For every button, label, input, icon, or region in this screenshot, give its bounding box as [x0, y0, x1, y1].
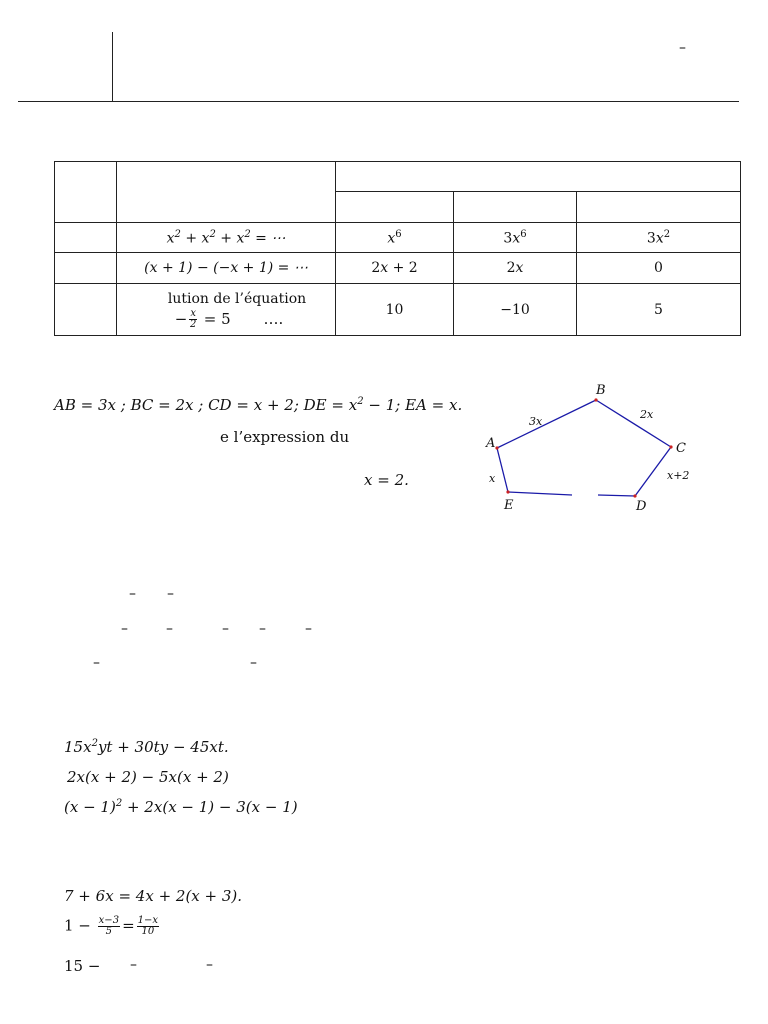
table-row [55, 253, 741, 284]
point-e [506, 490, 509, 493]
row-number [55, 284, 117, 336]
question-expression: $x^2 + x^2 + x^2$ = ⋯ [117, 223, 336, 253]
edge-bc [596, 400, 671, 447]
header-dash: – [679, 40, 686, 56]
question-expression: (x + 1) − (−x + 1) = ⋯ [117, 253, 336, 284]
equation-1: 7 + 6x = 4x + 2(x + 3). [64, 887, 243, 905]
edge-ea [497, 448, 508, 492]
table-header-question [117, 162, 336, 223]
ex3-dash: – [166, 621, 173, 637]
edge-cd [635, 447, 671, 496]
side-lengths-text: AB = 3x ; BC = 2x ; CD = x + 2; DE = $x^2 - 1$; EA = x. [54, 396, 463, 414]
equation-dots: …. [263, 309, 284, 328]
edge-ab [497, 400, 596, 448]
equation-3-dash: – [206, 957, 213, 973]
edge-de-right [598, 495, 635, 496]
point-d [633, 494, 636, 497]
table-header-answer-c [577, 192, 741, 223]
row-number [55, 223, 117, 253]
answer-a: 10 [336, 284, 454, 336]
point-a [495, 446, 498, 449]
equation-2-fraction-right: $\frac{1-x}{10}$ [137, 915, 159, 937]
equation-2-fraction-left: $\frac{x-3}{5}$ [98, 915, 120, 937]
answer-a: 2x + 2 [336, 253, 454, 284]
equation-3-dash: – [130, 957, 137, 973]
table-row [55, 284, 741, 336]
answer-c: 5 [577, 284, 741, 336]
equation-3: 15 − [64, 957, 101, 975]
answer-c: 0 [577, 253, 741, 284]
vertex-label-e: E [504, 498, 514, 513]
table-header-answer-a [336, 192, 454, 223]
vertex-label-b: B [596, 383, 606, 398]
ex3-dash: – [222, 621, 229, 637]
edge-label-ea: x [489, 472, 496, 485]
expression-text: e l’expression du [220, 428, 350, 446]
ex3-dash: – [167, 586, 174, 602]
equation-line: − $\frac{x}{2}$ = 5 …. [174, 308, 284, 331]
factor-expression-2: 2x(x + 2) − 5x(x + 2) [67, 768, 229, 786]
answer-b: 2x [454, 253, 577, 284]
table-header-answer-b [454, 192, 577, 223]
answer-a: $x^6$ [336, 223, 454, 253]
vertex-label-a: A [486, 436, 496, 451]
ex3-dash: – [305, 621, 312, 637]
ex3-dash: – [93, 655, 100, 671]
ex3-dash: – [250, 655, 257, 671]
header-horizontal-rule [18, 101, 739, 102]
equation-2: 1 − $\frac{x-3}{5}$ = $\frac{1-x}{10}$ [64, 915, 159, 937]
answer-c: $3x^2$ [577, 223, 741, 253]
point-c [669, 445, 672, 448]
pentagon-figure [470, 375, 710, 515]
header-vertical-rule [112, 32, 113, 102]
ex3-dash: – [121, 621, 128, 637]
table-header-answers [336, 162, 741, 192]
row-number [55, 253, 117, 284]
vertex-label-d: D [636, 499, 647, 514]
point-b [594, 398, 597, 401]
ex3-dash: – [129, 586, 136, 602]
ex3-dash: – [259, 621, 266, 637]
vertex-label-c: C [676, 441, 686, 456]
qcm-table [54, 161, 741, 336]
answer-b: −10 [454, 284, 577, 336]
edge-label-cd: x+2 [667, 469, 690, 482]
question-equation [117, 284, 336, 336]
factor-expression-3: $(x - 1)^2 + 2x(x - 1) - 3(x - 1)$ [64, 798, 298, 816]
x-value-text: x = 2. [364, 471, 409, 489]
factor-expression-1: $15x^2yt + 30ty - 45xt$. [64, 738, 229, 756]
table-header-number [55, 162, 117, 223]
table-row [55, 223, 741, 253]
edge-de-left [508, 492, 572, 495]
edge-label-ab: 3x [529, 415, 543, 428]
edge-label-bc: 2x [640, 408, 654, 421]
answer-b: $3x^6$ [454, 223, 577, 253]
equation-fraction: $\frac{x}{2}$ [189, 308, 197, 331]
question-text: lution de l’équation [167, 290, 307, 307]
